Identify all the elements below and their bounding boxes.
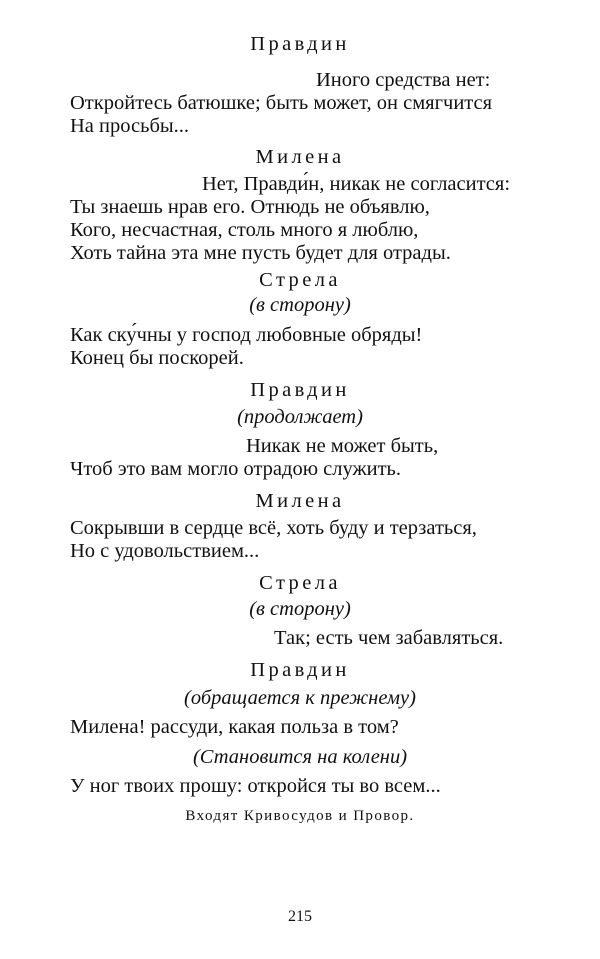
speaker-name: Правдин: [250, 379, 350, 401]
verse-line: У ног твоих прошу: откройся ты во всем...: [70, 775, 441, 797]
verse-line: Так; есть чем забавляться.: [274, 627, 504, 649]
verse-line: Откройтесь батюшке; быть может, он смягчится: [70, 92, 493, 114]
stage-direction: (продолжает): [237, 406, 363, 428]
stage-direction: (обращается к прежнему): [184, 687, 416, 709]
verse-line: Милена! рассуди, какая польза в том?: [70, 716, 399, 738]
verse-line: Конец бы поскорей.: [70, 347, 244, 369]
stage-direction: (в сторону): [249, 598, 351, 620]
speaker-name: Правдин: [250, 659, 350, 681]
verse-line: Как ску́чны у господ любовные обряды!: [70, 324, 423, 346]
verse-line: Кого, несчастная, столь много я люблю,: [70, 219, 419, 241]
verse-line: Нет, Правди́н, никак не согласится:: [202, 173, 511, 195]
speaker-name: Милена: [255, 490, 345, 512]
speaker-name: Стрела: [259, 269, 341, 291]
verse-line: Чтоб это вам могло отрадою служить.: [70, 458, 402, 480]
stage-direction: (в сторону): [249, 294, 351, 316]
verse-line: На просьбы...: [70, 115, 190, 137]
stage-direction: (Становится на колени): [192, 746, 408, 768]
page-number: 215: [288, 908, 312, 925]
stage-note: Входят Кривосудов и Провор.: [185, 808, 415, 824]
speaker-name: Милена: [255, 146, 345, 168]
verse-line: Сокрывши в сердце всё, хоть буду и терзаться,: [70, 517, 477, 539]
verse-line: Ты знаешь нрав его. Отнюдь не объявлю,: [70, 196, 430, 218]
verse-line: Никак не может быть,: [246, 435, 439, 457]
verse-line: Иного средства нет:: [316, 69, 491, 91]
verse-line: Хоть тайна эта мне пусть будет для отрады.: [70, 242, 451, 264]
speaker-name: Правдин: [250, 33, 350, 55]
speaker-name: Стрела: [259, 572, 341, 594]
verse-line: Но с удовольствием...: [70, 540, 260, 562]
